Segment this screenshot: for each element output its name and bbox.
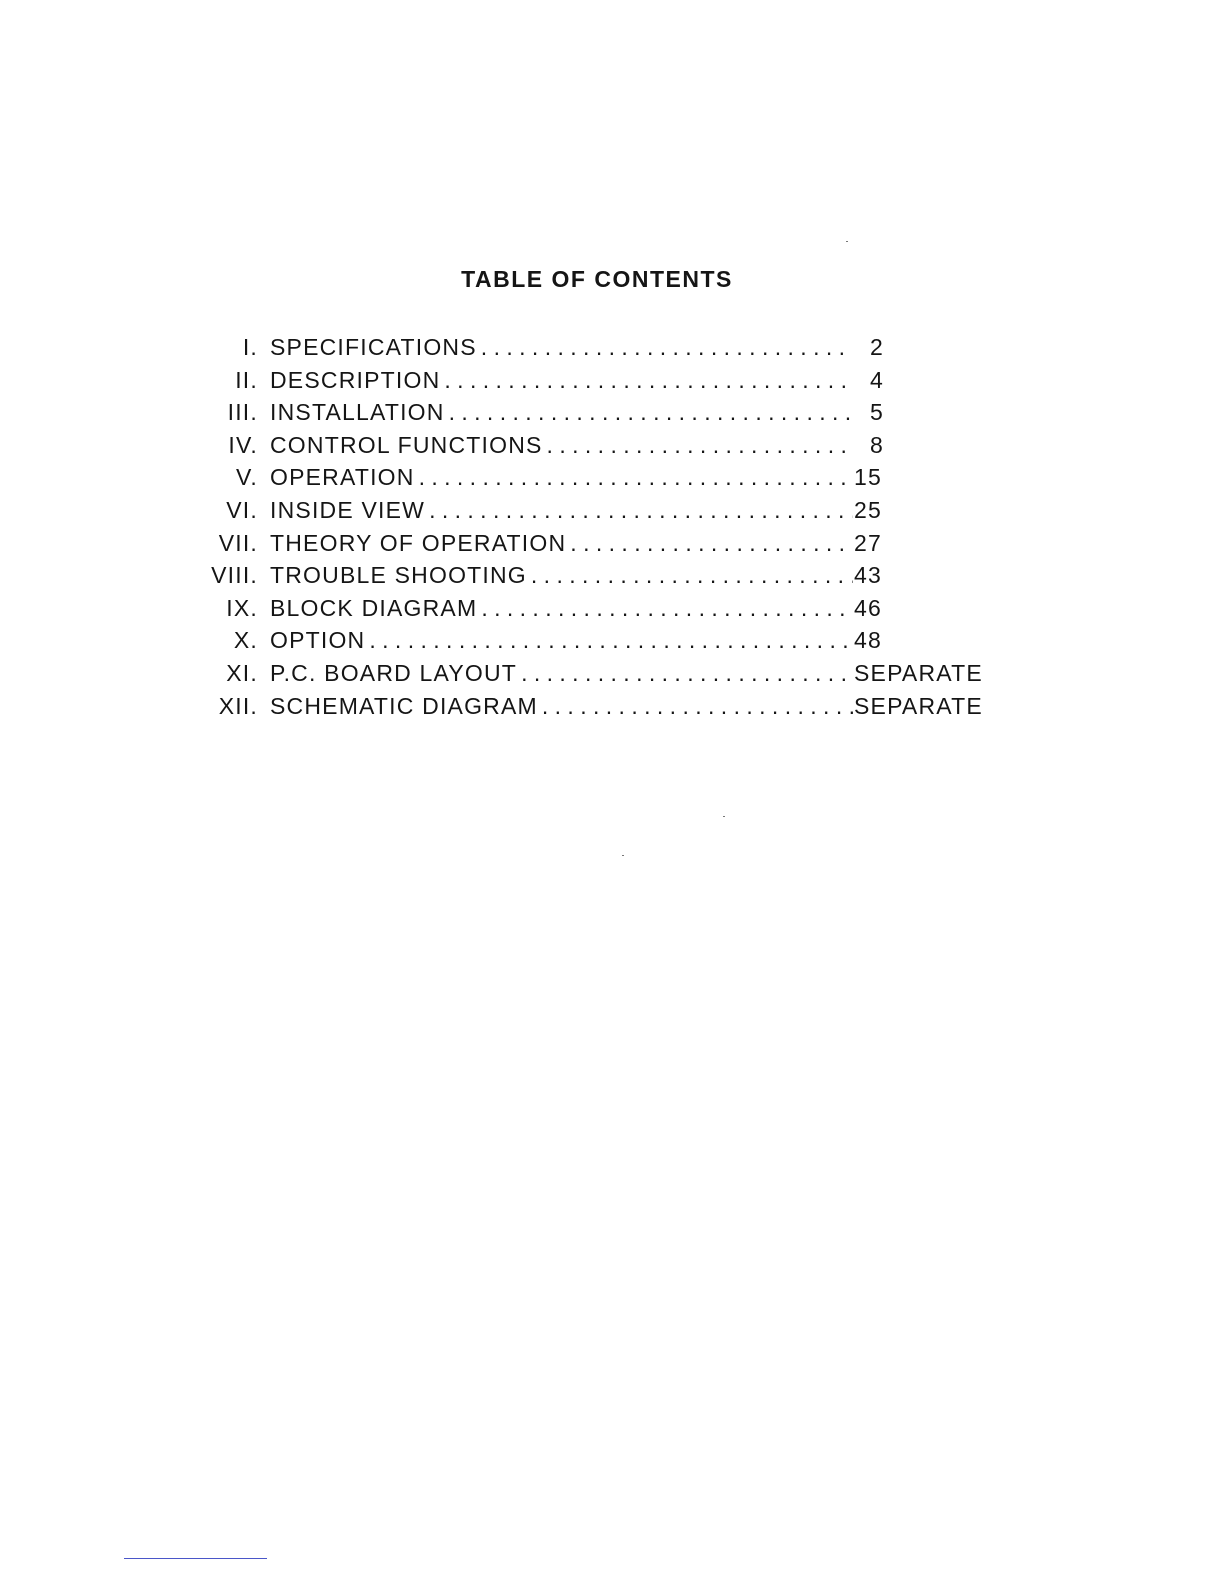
toc-entry-page: 27 bbox=[854, 529, 882, 556]
toc-entry-page: 43 bbox=[854, 562, 882, 589]
toc-entry-title: OPTION bbox=[270, 627, 366, 654]
toc-entry-title: INSIDE VIEW bbox=[270, 496, 426, 523]
toc-entry-number: II. bbox=[235, 366, 258, 393]
toc-entry bbox=[0, 559, 1224, 592]
toc-entry-number: III. bbox=[227, 399, 258, 426]
toc-entry-page: 15 bbox=[854, 464, 882, 491]
toc-leader-dots bbox=[429, 494, 853, 527]
toc-entry-title: SCHEMATIC DIAGRAM bbox=[270, 692, 538, 719]
toc-leader-dots bbox=[542, 690, 853, 723]
toc-leader-dots bbox=[419, 461, 853, 494]
scan-speck bbox=[622, 855, 624, 856]
toc-leader-dots bbox=[449, 396, 853, 429]
toc-entry bbox=[0, 624, 1224, 657]
toc-entry-page: 46 bbox=[854, 594, 882, 621]
toc-entry bbox=[0, 494, 1224, 527]
toc-leader-dots bbox=[481, 592, 853, 625]
toc-entry-page: 25 bbox=[854, 496, 882, 523]
toc-leader-dots bbox=[521, 657, 853, 690]
toc-entry-page: 8 bbox=[870, 431, 884, 458]
scan-speck bbox=[846, 241, 848, 242]
toc-entry bbox=[0, 592, 1224, 625]
toc-entry-page: SEPARATE bbox=[854, 692, 983, 719]
toc-entry-number: VIII. bbox=[211, 562, 258, 589]
toc-entry-number: IV. bbox=[228, 431, 258, 458]
scan-speck bbox=[723, 816, 725, 817]
toc-entry-number: V. bbox=[235, 464, 258, 491]
toc-leader-dots bbox=[481, 331, 853, 364]
toc-entry bbox=[0, 461, 1224, 494]
toc-entry bbox=[0, 396, 1224, 429]
toc-entry-title: DESCRIPTION bbox=[270, 366, 441, 393]
toc-list bbox=[0, 331, 1224, 722]
toc-entry-title: THEORY OF OPERATION bbox=[270, 529, 567, 556]
toc-entry-number: VII. bbox=[218, 529, 258, 556]
toc-entry-number: X. bbox=[233, 627, 258, 654]
toc-entry-page: 5 bbox=[870, 399, 884, 426]
toc-entry-title: BLOCK DIAGRAM bbox=[270, 594, 478, 621]
toc-entry bbox=[0, 331, 1224, 364]
page-title: TABLE OF CONTENTS bbox=[461, 266, 733, 292]
toc-entry-number: I. bbox=[242, 334, 258, 360]
toc-entry-number: XI. bbox=[226, 659, 258, 686]
toc-entry-page: SEPARATE bbox=[854, 659, 983, 686]
toc-entry-title: P.C. BOARD LAYOUT bbox=[270, 659, 518, 686]
toc-entry bbox=[0, 690, 1224, 723]
toc-entry-title: TROUBLE SHOOTING bbox=[270, 562, 527, 589]
toc-leader-dots bbox=[444, 364, 853, 397]
toc-entry bbox=[0, 657, 1224, 690]
toc-entry-page: 2 bbox=[870, 334, 884, 360]
toc-leader-dots bbox=[531, 559, 853, 592]
toc-entry bbox=[0, 364, 1224, 397]
toc-leader-dots bbox=[369, 624, 853, 657]
toc-entry-number: VI. bbox=[226, 496, 258, 523]
toc-leader-dots bbox=[570, 527, 853, 560]
toc-entry-page: 4 bbox=[870, 366, 884, 393]
toc-entry bbox=[0, 429, 1224, 462]
footer-rule bbox=[124, 1558, 267, 1559]
toc-entry-title: INSTALLATION bbox=[270, 399, 445, 426]
toc-entry-page: 48 bbox=[854, 627, 882, 654]
toc-entry-number: IX. bbox=[226, 594, 258, 621]
toc-entry-title: SPECIFICATIONS bbox=[270, 334, 477, 360]
toc-entry-title: OPERATION bbox=[270, 464, 415, 491]
toc-leader-dots bbox=[547, 429, 853, 462]
toc-entry-number: XII. bbox=[218, 692, 258, 719]
toc-entry-title: CONTROL FUNCTIONS bbox=[270, 431, 543, 458]
toc-entry bbox=[0, 527, 1224, 560]
